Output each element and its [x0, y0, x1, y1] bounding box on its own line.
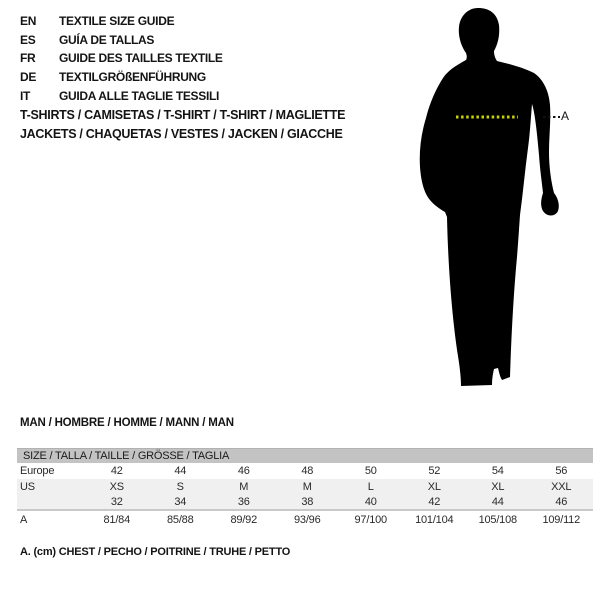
row-label: Europe [20, 465, 55, 477]
man-silhouette [420, 8, 559, 386]
language-code: FR [20, 51, 36, 66]
table-cell: XS [109, 481, 124, 493]
row-label: US [20, 481, 35, 493]
table-cell: 40 [364, 496, 377, 508]
language-label: GUIDE DES TAILLES TEXTILE [59, 51, 223, 66]
table-cell: 105/108 [478, 514, 517, 526]
table-cell: M [239, 481, 249, 493]
row-label: A [20, 514, 28, 526]
table-row-numeric [17, 495, 593, 511]
table-row-chest-a [17, 511, 593, 529]
table-cell: 52 [428, 465, 441, 477]
table-cell: 42 [110, 465, 123, 477]
language-label: GUIDA ALLE TAGLIE TESSILI [59, 88, 220, 103]
table-cell: 46 [555, 496, 568, 508]
table-cell: 46 [237, 465, 250, 477]
product-line-jackets: JACKETS / CHAQUETAS / VESTES / JACKEN / GIACCHE [20, 126, 343, 141]
language-code: DE [20, 70, 37, 85]
table-cell: 85/88 [166, 514, 194, 526]
language-label: TEXTILGRÖßENFÜHRUNG [59, 70, 206, 85]
table-cell: 38 [301, 496, 314, 508]
table-cell: 101/104 [415, 514, 454, 526]
table-cell: 34 [174, 496, 187, 508]
table-cell: 97/100 [354, 514, 387, 526]
language-code: ES [20, 32, 36, 47]
table-cell: XXL [551, 481, 572, 493]
language-label: GUÍA DE TALLAS [59, 32, 155, 47]
size-table-header: SIZE / TALLA / TAILLE / GRÖSSE / TAGLIA [17, 448, 593, 463]
section-title-man: MAN / HOMBRE / HOMME / MANN / MAN [20, 417, 234, 429]
language-label: TEXTILE SIZE GUIDE [59, 14, 175, 29]
table-cell: 56 [555, 465, 568, 477]
table-cell: 93/96 [293, 514, 321, 526]
table-row-europe [17, 463, 593, 479]
table-cell: M [302, 481, 312, 493]
measure-label-a: A [561, 109, 570, 123]
table-row-us [17, 479, 593, 495]
footnote-measurement-legend: A. (cm) CHEST / PECHO / POITRINE / TRUHE / PETTO [20, 546, 291, 558]
product-line-tshirts: T-SHIRTS / CAMISETAS / T-SHIRT / T-SHIRT / MAGLIETTE [20, 108, 346, 122]
size-table [17, 448, 593, 529]
table-cell: 81/84 [103, 514, 131, 526]
table-cell: XL [427, 481, 441, 493]
table-cell: 42 [428, 496, 441, 508]
table-cell: 48 [301, 465, 314, 477]
table-cell: 44 [491, 496, 504, 508]
table-cell: L [367, 481, 374, 493]
table-cell: S [176, 481, 184, 493]
table-cell: 89/92 [230, 514, 258, 526]
table-cell: 109/112 [542, 514, 581, 526]
table-cell: 44 [174, 465, 187, 477]
language-code: IT [20, 88, 31, 103]
table-cell: 36 [237, 496, 250, 508]
table-cell: 32 [110, 496, 123, 508]
table-cell: XL [491, 481, 505, 493]
language-code: EN [20, 14, 37, 29]
table-cell: 50 [364, 465, 377, 477]
table-cell: 54 [491, 465, 504, 477]
